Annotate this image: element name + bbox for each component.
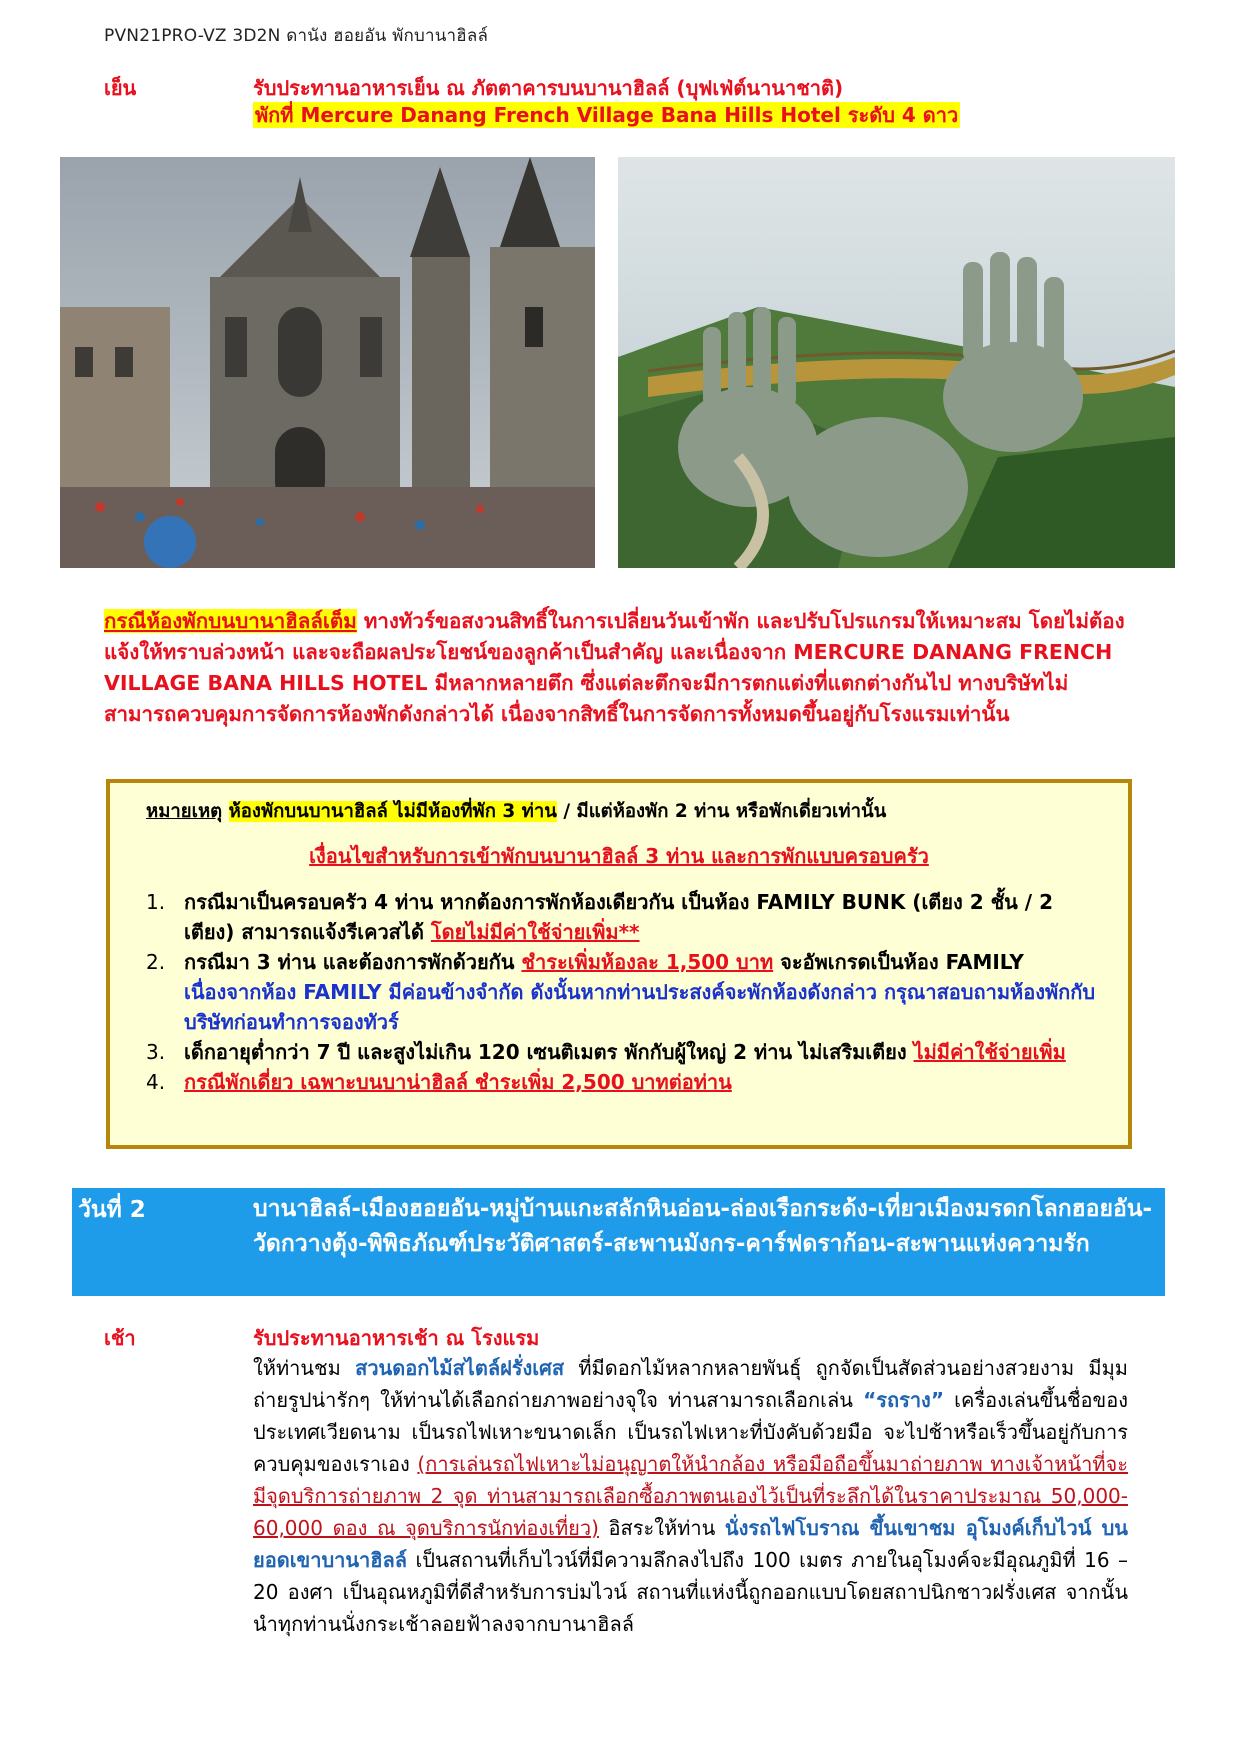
list-item: [146, 947, 1106, 1037]
note-label: หมายเหตุ: [146, 801, 223, 822]
list-item: [146, 1037, 1106, 1067]
para-text: เครื่องเล่นขึ้นชื่อของประเทศเวียดนาม เป็นรถไฟเหาะขนาดเล็ก เป็นรถไฟเหาะที่บังคับด้วยมือ จะไปช้าหรือเร็วขึ้นอยู่กับการควบคุมของเราเอง: [253, 1388, 1128, 1476]
item-text: จะอัพเกรดเป็นห้อง FAMILY: [773, 950, 1024, 974]
note-highlight: ห้องพักบนบานาฮิลล์ ไม่มีห้องที่พัก 3 ท่าน: [228, 801, 557, 822]
hotel-stay-line: [253, 102, 960, 128]
item-highlight: ไม่มีค่าใช้จ่ายเพิ่ม: [913, 1040, 1066, 1064]
dinner-text: รับประทานอาหารเย็น ณ ภัตตาคารบนบานาฮิลล์ (บุฟเฟ่ต์นานาชาติ): [253, 76, 844, 100]
list-number: 3.: [146, 1040, 166, 1064]
list-number: 2.: [146, 950, 166, 974]
full-room-notice: [104, 606, 1134, 730]
day-2-banner: [72, 1188, 1165, 1296]
evening-label: เย็น: [104, 76, 137, 100]
para-text: อิสระให้ท่าน: [598, 1516, 725, 1540]
stay-prefix: พักที่: [255, 103, 294, 127]
day-label: วันที่ 2: [78, 1197, 146, 1223]
para-text: ที่มีดอกไม้หลากหลายพันธุ์ ถูกจัดเป็นสัดส่วนอย่างสวยงาม มีมุมถ่ายรูปน่ารักๆ ให้ท่านได้เลือกถ่ายภาพอย่างจุใจ ท่านสามารถเลือกเล่น: [253, 1356, 1128, 1412]
list-number: 1.: [146, 890, 166, 914]
list-number: 4.: [146, 1070, 166, 1094]
item-highlight: กรณีพักเดี่ยว เฉพาะบนบาน่าฮิลล์ ชำระเพิ่ม 2,500 บาทต่อท่าน: [184, 1070, 732, 1094]
morning-itinerary: [253, 1352, 1128, 1640]
para-text: ให้ท่านชม: [253, 1356, 356, 1380]
item-highlight: ชำระเพิ่มห้องละ 1,500 บาท: [521, 950, 774, 974]
item-blue-text: เนื่องจากห้อง FAMILY มีค่อนข้างจำกัด ดังนั้นหากท่านประสงค์จะพักห้องดังกล่าว กรุณาสอบถามห้องพักกับบริษัทก่อนทำการจองทัวร์: [184, 980, 1096, 1034]
breakfast-text: รับประทานอาหารเช้า ณ โรงแรม: [253, 1326, 540, 1350]
note-rest: / มีแต่ห้องพัก 2 ท่าน หรือพักเดี่ยวเท่านั้น: [556, 801, 887, 822]
para-text: เป็นสถานที่เก็บไวน์ที่มีความลึกลงไปถึง 100 เมตร ภายในอุโมงค์จะมีอุณภูมิที่ 16 – 20 องศา เป็นอุณหภูมิที่ดีสำหรับการบ่มไวน์ สถานที่แห่งนี้ถูกออกแบบโดยสถาปนิกชาวฝรั่งเศส จากนั้นนำทุกท่านนั่งกระเช้าลอยฟ้าลงจากบานาฮิลล์: [253, 1548, 1128, 1636]
item-text: กรณีมาเป็นครอบครัว 4 ท่าน หากต้องการพักห้องเดียวกัน เป็นห้อง FAMILY BUNK (เตียง 2 ชั้น / 2 เตียง) สามารถแจ้งรีเควสได้: [184, 890, 1053, 944]
list-item: [146, 1067, 1106, 1097]
golden-bridge-hands-photo: [618, 157, 1175, 568]
conditions-title: เงื่อนไขสำหรับการเข้าพักบนบานาฮิลล์ 3 ท่าน และการพักแบบครอบครัว: [309, 844, 929, 868]
tour-code-header: PVN21PRO-VZ 3D2N ดานัง ฮอยอัน พักบานาฮิลล์: [104, 26, 489, 46]
conditions-box: [106, 779, 1132, 1149]
morning-label: เช้า: [104, 1326, 136, 1350]
french-village-castle-photo: [60, 157, 595, 568]
para-warning: (การเล่นรถไฟเหาะไม่อนุญาตให้นำกล้อง หรือมือถือขึ้นมาถ่ายภาพ ทางเจ้าหน้าที่จะมีจุดบริการถ่ายภาพ 2 จุด ท่านสามารถเลือกซื้อภาพตนเองไว้เป็นที่ระลึกได้ในราคาประมาณ 50,000-60,000 ดอง ณ จุดบริการนักท่องเที่ยว): [253, 1452, 1128, 1540]
para-highlight: นั่งรถไฟโบราณ ขึ้นเขาชม อุโมงค์เก็บไวน์ บนยอดเขาบานาฮิลล์: [253, 1516, 1128, 1572]
notice-highlight: กรณีห้องพักบนบานาฮิลล์เต็ม: [104, 609, 357, 633]
item-text: กรณีมา 3 ท่าน และต้องการพักด้วยกัน: [184, 950, 522, 974]
para-highlight: สวนดอกไม้สไตล์ฝรั่งเศส: [355, 1356, 565, 1380]
item-text: เด็กอายุต่ำกว่า 7 ปี และสูงไม่เกิน 120 เซนติเมตร พักกับผู้ใหญ่ 2 ท่าน ไม่เสริมเตียง: [184, 1040, 914, 1064]
para-highlight: “รถราง”: [863, 1388, 944, 1412]
hotel-name: Mercure Danang French Village Bana Hills Hotel ระดับ 4 ดาว: [300, 103, 959, 127]
notice-body: ทางทัวร์ขอสงวนสิทธิ์ในการเปลี่ยนวันเข้าพัก และปรับโปรแกรมให้เหมาะสม โดยไม่ต้องแจ้งให้ทราบล่วงหน้า และจะถือผลประโยชน์ของลูกค้าเป็นสำคัญ และเนื่องจาก MERCURE DANANG FRENCH VILLAGE BANA HILLS HOTEL มีหลากหลายตึก ซึ่งแต่ละตึกจะมีการตกแต่งที่แตกต่างกันไป ทางบริษัทไม่สามารถควบคุมการจัดการห้องพักดังกล่าวได้ เนื่องจากสิทธิ์ในการจัดการทั้งหมดขึ้นอยู่กับโรงแรมเท่านั้น: [104, 609, 1125, 726]
item-highlight: โดยไม่มีค่าใช้จ่ายเพิ่ม**: [430, 920, 640, 944]
day-title: บานาฮิลล์-เมืองฮอยอัน-หมู่บ้านแกะสลักหินอ่อน-ล่องเรือกระด้ง-เที่ยวเมืองมรดกโลกฮอยอัน-วัดกวางตุ้ง-พิพิธภัณฑ์ประวัติศาสตร์-สะพานมังกร-คาร์ฟดราก้อน-สะพานแห่งความรัก: [253, 1196, 1153, 1257]
conditions-list: [146, 887, 1106, 1097]
list-item: [146, 887, 1106, 947]
room-note: [146, 797, 886, 826]
